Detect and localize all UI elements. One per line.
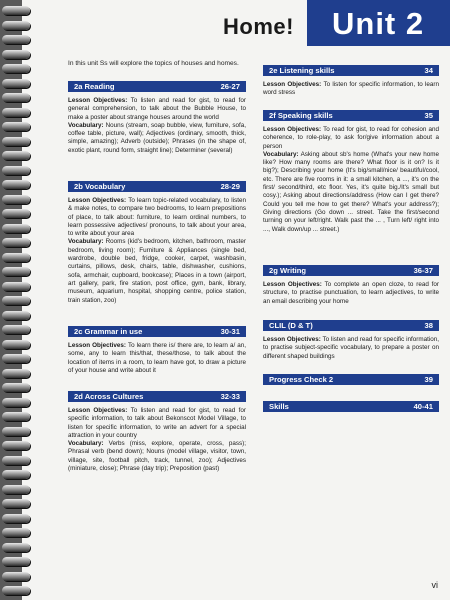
section-body: Lesson Objectives: To learn topic-related vocabulary, to listen & make notes, to compare two bedrooms, to learn prepositions of place, to talk about: furniture, to learn ordinal numbers, to learn possessive adjectives/ pronouns, to talk about your area, to write about your area Vocabulary: Rooms (kid's bedroom, kitchen, bathroom, master bedroom, living room); Furniture & Appliances (single bed, wardrobe, double bed, fridge, cooker, carpet, washbasin, curtains, pillows, desk, chairs, table, dishwasher, cushions, sofa, armchair, cupboard, bookcase); Places in a town (airport, art gallery, park, fire station, post office, gym, bank, library, museum, aquarium, hospital, shopping centre, police station, train station, zoo)	[68, 197, 246, 304]
section-bar	[263, 265, 439, 276]
binding-ring	[2, 398, 30, 407]
intro-text: In this unit Ss will explore the topics of houses and homes.	[68, 60, 239, 67]
binding-ring	[2, 586, 30, 595]
binding-ring	[2, 267, 30, 276]
binding-ring	[2, 296, 30, 305]
section-bar	[263, 65, 439, 76]
binding-ring	[2, 238, 30, 247]
binding-ring	[2, 427, 30, 436]
binding-ring	[2, 21, 30, 30]
section-pages: 35	[424, 111, 433, 120]
section-2f	[263, 110, 439, 234]
section-2d	[68, 391, 246, 473]
section-body: Lesson Objectives: To learn there is/ there are, to learn a/ an, some, any to learn this/that, these/those, to talk about the location of items in a room, to learn have got, to draw a picture of your house and write about it	[68, 342, 246, 374]
binding-ring	[2, 383, 30, 392]
binding-ring	[2, 282, 30, 291]
section-bar	[263, 320, 439, 331]
section-title: Progress Check 2	[269, 375, 334, 384]
binding-ring	[2, 166, 30, 175]
section-bar	[68, 391, 246, 402]
section-bar	[263, 401, 439, 412]
binding-ring	[2, 572, 30, 581]
section-clil	[263, 320, 439, 361]
section-pages: 40-41	[413, 402, 433, 411]
section-pages: 28-29	[220, 182, 240, 191]
binding-ring	[2, 340, 30, 349]
section-pages: 34	[424, 66, 433, 75]
section-2a	[68, 81, 246, 155]
section-body: Lesson Objectives: To read for gist, to read for cohesion and coherence, to role-play, to ask for/give information about a person Vocabulary: Asking about sb's home (What's your new home like? How many rooms are there? What floor is it on? Is it big?); Describing your home (It's big/small/nice/ beautiful/cool, etc. There are five rooms in it: a small kitchen, a ..., it's on the first/ second/third, etc floor. Yes, it's quite big./It's small but cosy.); Asking about directions/address (How can I get there? Could you tell me how to get there? What's your address?); Giving directions (Go down ... street. Take the first/second turning on your left/right. Walk past the ... , Turn left/ right into ..., Walk down/up ... street.)	[263, 126, 440, 233]
section-body: Lesson Objectives: To complete an open cloze, to read for structure, to practise punctuation, to learn adjectives, to write an email describing your home	[263, 281, 439, 305]
binding-ring	[2, 499, 30, 508]
binding-ring	[2, 441, 30, 450]
binding-ring	[2, 485, 30, 494]
binding-ring	[2, 64, 30, 73]
binding-ring	[2, 456, 30, 465]
binding-ring	[2, 224, 30, 233]
binding-ring	[2, 50, 30, 59]
binding-ring	[2, 209, 30, 218]
binding-ring	[2, 79, 30, 88]
section-pages: 32-33	[220, 392, 240, 401]
section-title: 2c Grammar in use	[74, 327, 143, 336]
section-bar	[263, 110, 439, 121]
section-pages: 26-27	[220, 82, 240, 91]
section-title: 2a Reading	[74, 82, 115, 91]
binding-ring	[2, 137, 30, 146]
binding-ring	[2, 514, 30, 523]
section-pages: 38	[424, 321, 433, 330]
binding-ring	[2, 108, 30, 117]
binding-ring	[2, 195, 30, 204]
section-title: 2e Listening skills	[269, 66, 335, 75]
binding-ring	[2, 528, 30, 537]
section-2c	[68, 326, 246, 375]
binding-ring	[2, 6, 30, 15]
section-bar	[68, 81, 246, 92]
section-title: CLIL (D & T)	[269, 321, 313, 330]
section-body: Lesson Objectives: To listen for specific information, to learn word stress	[263, 81, 439, 97]
binding-ring	[2, 543, 30, 552]
section-body: Lesson Objectives: To listen and read for specific information, to practise subject-specific vocabulary, to prepare a poster on different shaped buildings	[263, 336, 439, 360]
section-title: 2b Vocabulary	[74, 182, 126, 191]
binding-ring	[2, 412, 30, 421]
section-pages: 30-31	[220, 327, 240, 336]
binding-ring	[2, 93, 30, 102]
binding-ring	[2, 557, 30, 566]
binding-ring	[2, 180, 30, 189]
section-title: 2f Speaking skills	[269, 111, 333, 120]
section-progress-check	[263, 374, 439, 385]
binding-ring	[2, 122, 30, 131]
binding-ring	[2, 311, 30, 320]
binding-ring	[2, 35, 30, 44]
textbook-page	[22, 0, 450, 600]
binding-ring	[2, 470, 30, 479]
binding-ring	[2, 354, 30, 363]
binding-ring	[2, 151, 30, 160]
page-number: vi	[431, 580, 438, 590]
section-body: Lesson Objectives: To listen and read for gist, to read for specific information, to talk about Bekonscot Model Village, to listen for specific information, to write an advert for a special attraction in your country Vocabulary: Verbs (miss, explore, operate, cross, pass); Phrasal verb (bend down); Nouns (model village, visitor, town, village, site, football pitch, track, tunnel, zoo); Adjectives (miniature, close); Phrase (day trip); Preposition (past)	[68, 407, 247, 473]
section-2g	[263, 265, 439, 306]
section-bar	[68, 181, 246, 192]
section-body: Lesson Objectives: To listen and read for gist, to read for general comprehension, to talk about the Bubble House, to make a poster about strange houses around the world Vocabulary: Nouns (stream, soap bubble, view, furniture, sofa, coffee table, picture, wall); Adjectives (ordinary, smooth, thick, simple, amazing); Adverb (outside); Phrases (in the shape of, exotic plant, round form, straight line); Determiner (several)	[68, 97, 247, 154]
section-title: 2g Writing	[269, 266, 306, 275]
binding-ring	[2, 369, 30, 378]
section-title: 2d Across Cultures	[74, 392, 144, 401]
section-2b	[68, 181, 246, 305]
section-title: Skills	[269, 402, 289, 411]
spiral-binding	[0, 0, 34, 600]
section-pages: 39	[424, 375, 433, 384]
section-skills	[263, 401, 439, 412]
binding-ring	[2, 325, 30, 334]
unit-label: Unit 2	[332, 6, 425, 41]
section-2e	[263, 65, 439, 98]
unit-title: Home!	[223, 14, 294, 39]
binding-ring	[2, 253, 30, 262]
section-pages: 36-37	[413, 266, 433, 275]
section-bar	[68, 326, 246, 337]
section-bar	[263, 374, 439, 385]
